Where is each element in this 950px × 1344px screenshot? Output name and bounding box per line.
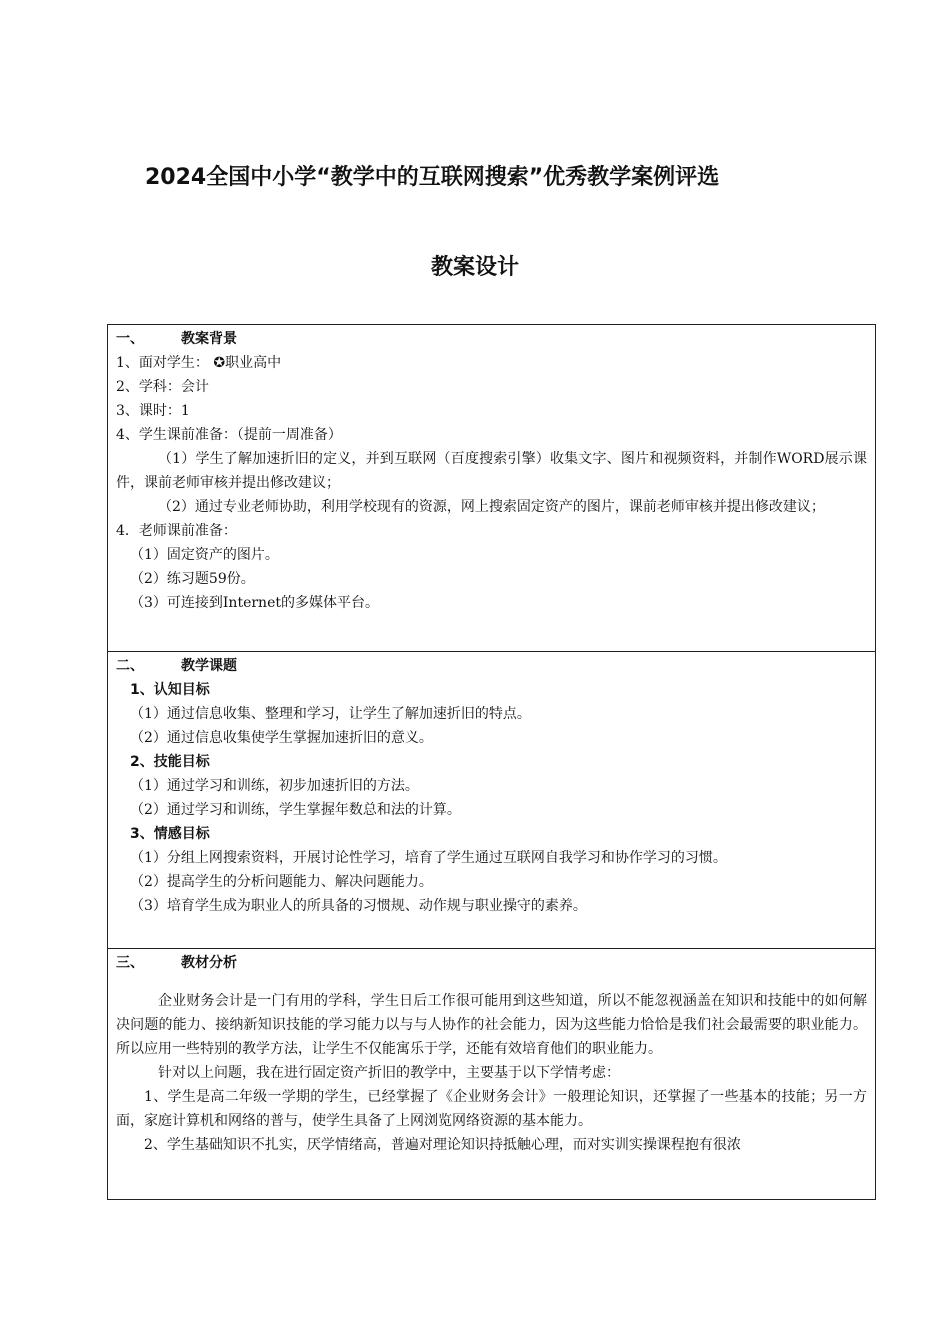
teacher-prep-title: 4．老师课前准备：: [116, 523, 237, 539]
gear-icon: ✪: [213, 355, 226, 371]
section-number: 三、: [116, 955, 144, 971]
lesson-plan-table: [107, 324, 876, 1200]
section-title: 教案背景: [181, 331, 237, 347]
section-background: [108, 325, 876, 652]
student-prep-title: 4、学生课前准备：（提前一周准备）: [116, 427, 342, 443]
goal-item: （1）通过学习和训练，初步加速折旧的方法。: [130, 778, 419, 794]
teacher-prep-item: （1）固定资产的图片。: [130, 547, 279, 563]
section-title: 教材分析: [181, 955, 237, 971]
goal-heading: 1、认知目标: [130, 682, 210, 698]
analysis-paragraph: 1、学生是高二年级一学期的学生，已经掌握了《企业财务会计》一般理论知识，还掌握了一些基本的技能；另一方面，家庭计算机和网络的普与，使学生具备了上网浏览网络资源的基本能力。: [116, 1089, 867, 1129]
target-students: 1、面对学生： ✪职业高中: [116, 355, 282, 371]
section-topic: [108, 652, 876, 949]
subject-line: 2、学科：会计: [116, 379, 209, 395]
student-prep-item: （2）通过专业老师协助，利用学校现有的资源，网上搜索固定资产的图片，课前老师审核并提出修改建议；: [158, 499, 825, 515]
goal-item: （2）通过学习和训练，学生掌握年数总和法的计算。: [130, 802, 461, 818]
document-title: 2024全国中小学“教学中的互联网搜索”优秀教学案例评选: [145, 165, 720, 190]
teacher-prep-item: （3）可连接到Internet的多媒体平台。: [130, 595, 379, 611]
hours-line: 3、课时：1: [116, 403, 190, 419]
goal-heading: 2、技能目标: [130, 754, 210, 770]
goal-item: （2）通过信息收集使学生掌握加速折旧的意义。: [130, 730, 433, 746]
section-title: 教学课题: [181, 658, 237, 674]
teacher-prep-item: （2）练习题59份。: [130, 571, 255, 587]
section-number: 二、: [116, 658, 144, 674]
student-prep-item: （1）学生了解加速折旧的定义，并到互联网（百度搜索引擎）收集文字、图片和视频资料，并制作WORD展示课件，课前老师审核并提出修改建议；: [116, 451, 867, 491]
section-heading: [116, 654, 867, 678]
section-heading: [116, 327, 867, 351]
analysis-paragraph: 2、学生基础知识不扎实，厌学情绪高，普遍对理论知识持抵触心理，而对实训实操课程抱有很浓: [144, 1137, 741, 1153]
section-material-analysis: [108, 949, 876, 1200]
analysis-paragraph: 针对以上问题，我在进行固定资产折旧的教学中，主要基于以下学情考虑：: [158, 1065, 620, 1081]
analysis-paragraph: 企业财务会计是一门有用的学科，学生日后工作很可能用到这些知道，所以不能忽视涵盖在知识和技能中的如何解决问题的能力、接纳新知识技能的学习能力以与与人协作的社会能力，因为这些能力恰恰是我们社会最需要的职业能力。所以应用一些特别的教学方法，让学生不仅能寓乐于学，还能有效培育他们的职业能力。: [116, 993, 867, 1057]
section-heading: [116, 951, 867, 975]
goal-item: （3）培育学生成为职业人的所具备的习惯规、动作规与职业操守的素养。: [130, 898, 587, 914]
section-number: 一、: [116, 331, 144, 347]
goal-item: （2）提高学生的分析问题能力、解决问题能力。: [130, 874, 433, 890]
goal-heading: 3、情感目标: [130, 826, 210, 842]
goal-item: （1）分组上网搜索资料，开展讨论性学习，培育了学生通过互联网自我学习和协作学习的习惯。: [130, 850, 727, 866]
goal-item: （1）通过信息收集、整理和学习，让学生了解加速折旧的特点。: [130, 706, 531, 722]
document-subtitle: 教案设计: [430, 255, 519, 280]
